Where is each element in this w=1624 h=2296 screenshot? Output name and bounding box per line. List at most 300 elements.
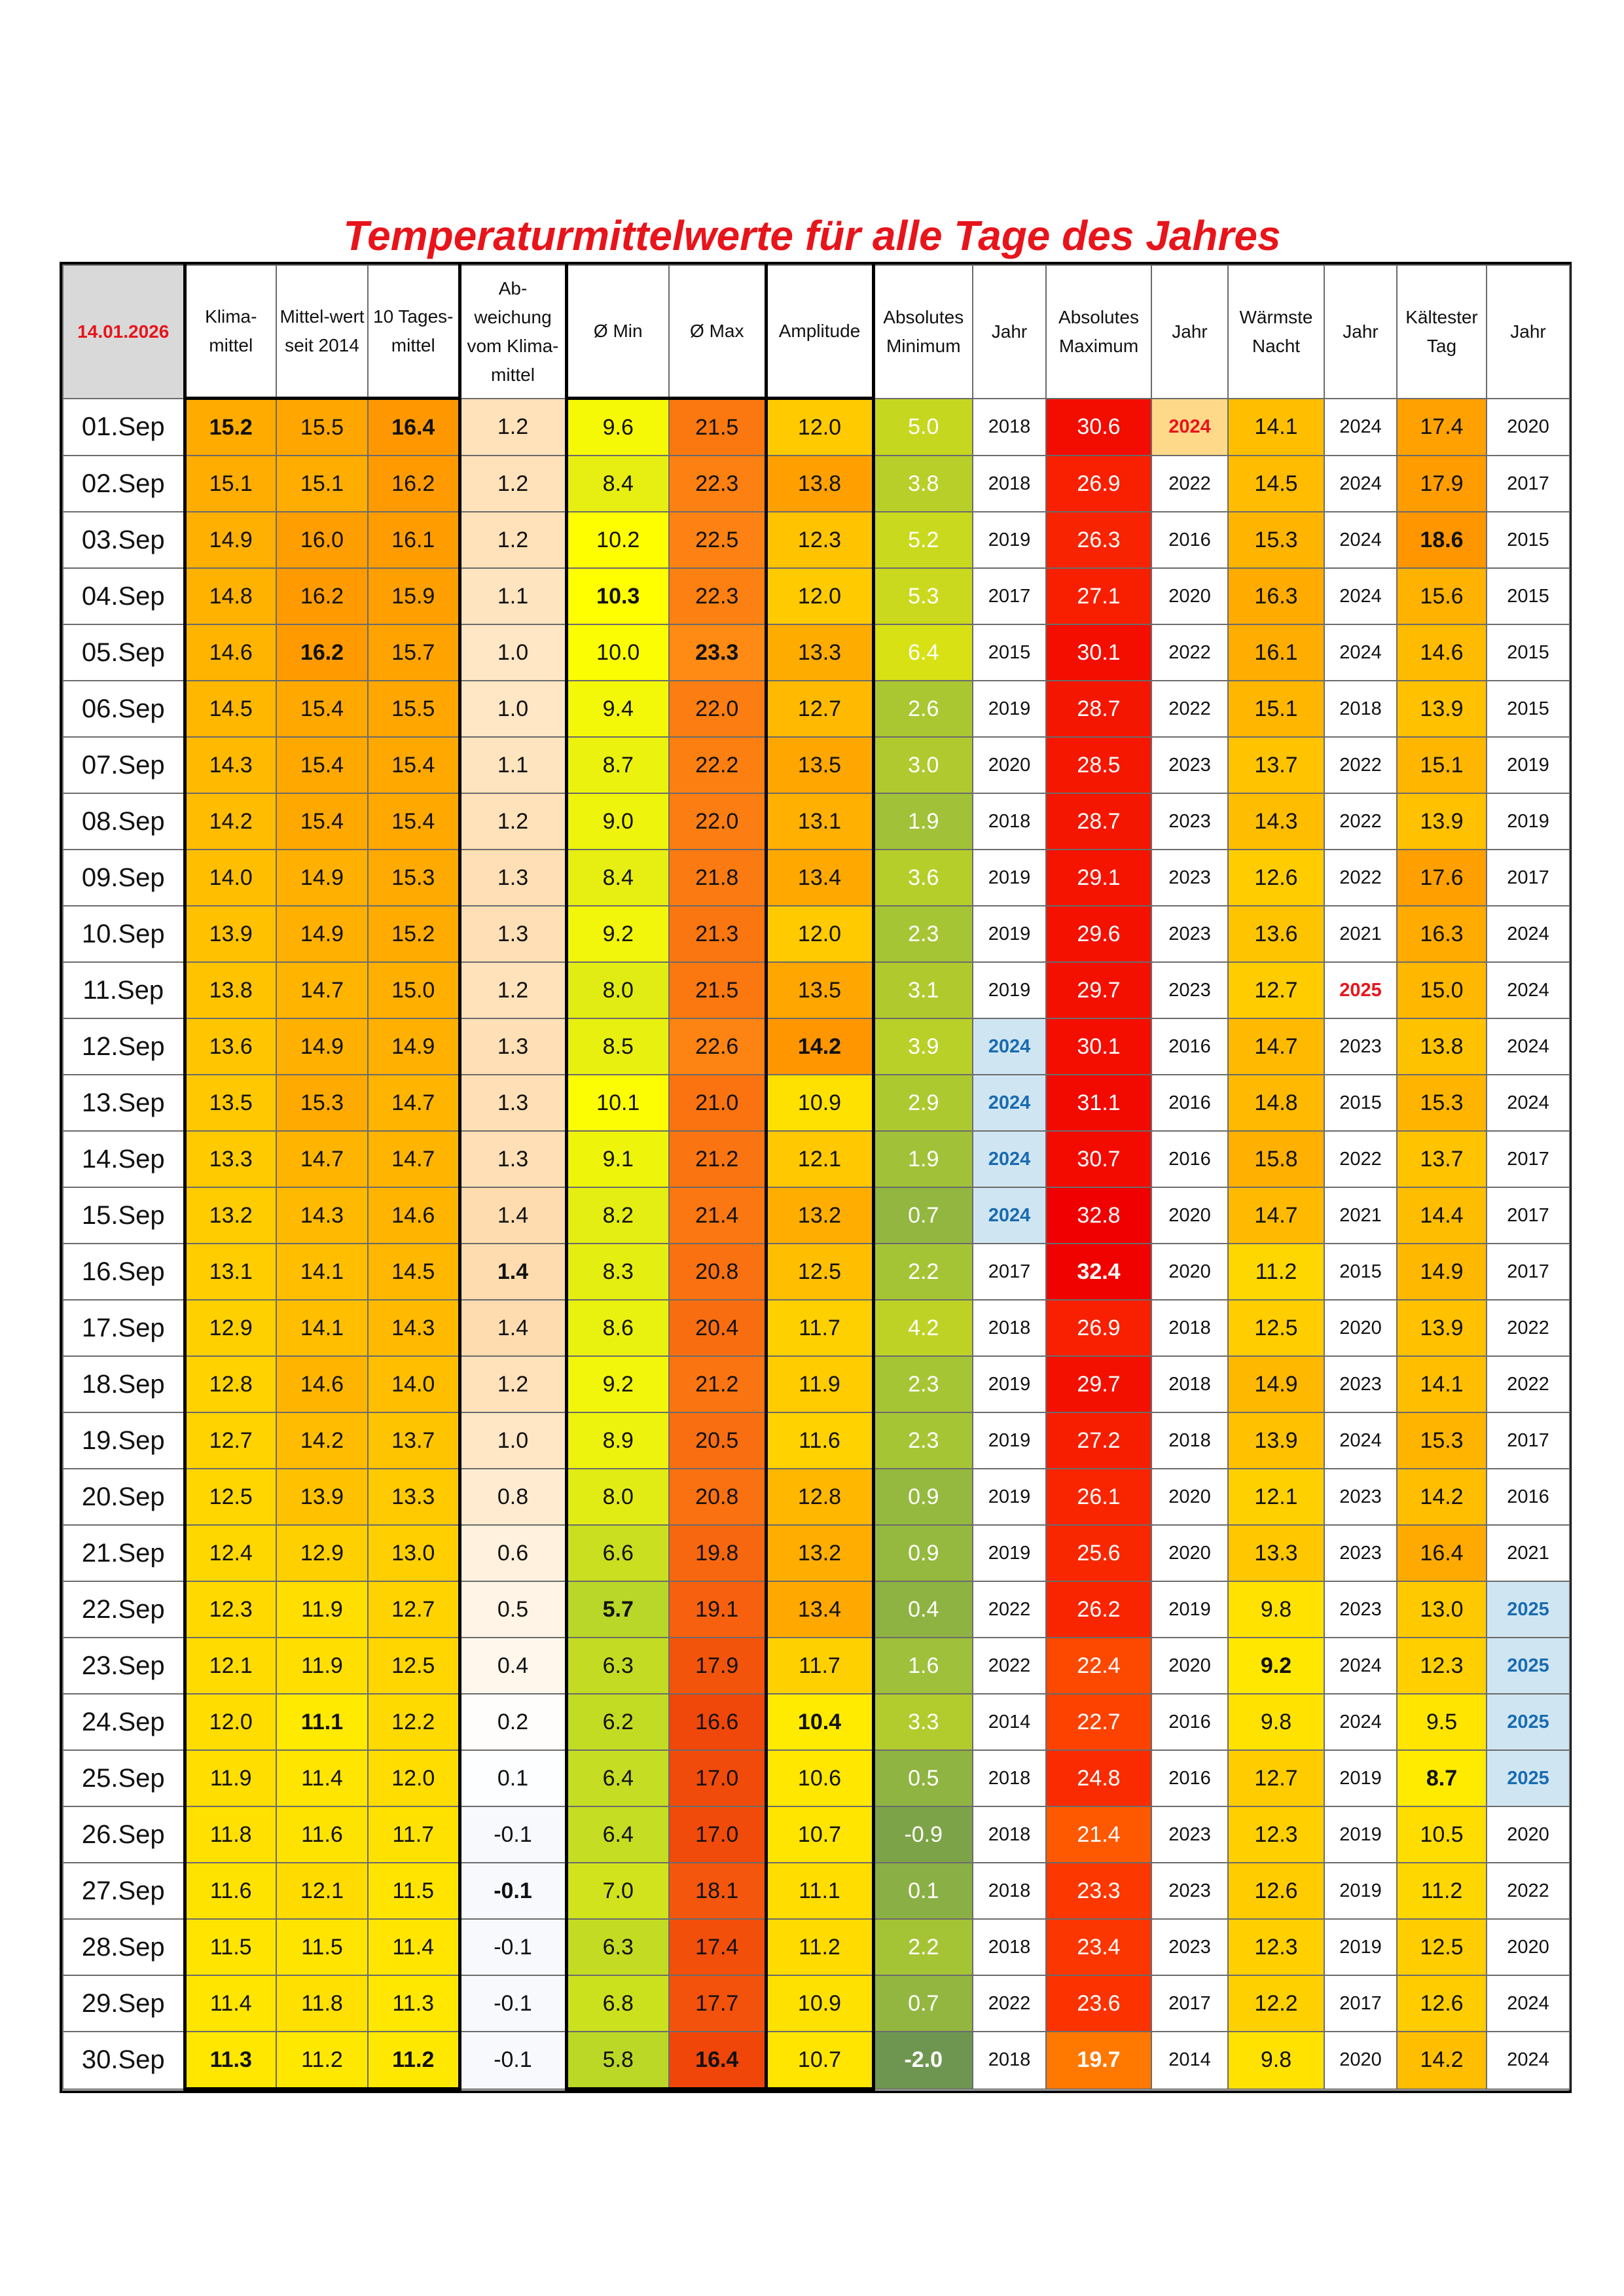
cell-max: 21.0 bbox=[669, 1075, 766, 1131]
cell-abs-maximum: 23.6 bbox=[1046, 1975, 1151, 2032]
cell-abweichung: 1.3 bbox=[460, 850, 566, 906]
cell-zehn-tagesmittel: 14.7 bbox=[368, 1075, 460, 1131]
cell-year-tag: 2024 bbox=[1487, 1075, 1570, 1131]
row-date: 13.Sep bbox=[63, 1075, 185, 1131]
cell-year-min: 2018 bbox=[973, 2032, 1046, 2089]
cell-year-tag: 2015 bbox=[1487, 624, 1570, 681]
cell-amplitude: 10.7 bbox=[766, 1806, 873, 1863]
cell-year-min: 2018 bbox=[973, 1863, 1046, 1919]
cell-abweichung: -0.1 bbox=[460, 1975, 566, 2032]
header-klimamittel: Klima-mittel bbox=[185, 265, 276, 399]
table-row bbox=[63, 1131, 1570, 1187]
cell-klimamittel: 12.9 bbox=[185, 1300, 276, 1356]
cell-year-nacht: 2020 bbox=[1324, 2032, 1397, 2089]
cell-abs-minimum: 0.4 bbox=[873, 1581, 973, 1638]
cell-abweichung: 0.2 bbox=[460, 1694, 566, 1750]
cell-mittelwert: 14.7 bbox=[276, 1131, 368, 1187]
cell-zehn-tagesmittel: 16.1 bbox=[368, 512, 460, 568]
cell-abs-minimum: 3.8 bbox=[873, 456, 973, 512]
row-date: 02.Sep bbox=[63, 456, 185, 512]
cell-mittelwert: 16.2 bbox=[276, 568, 368, 624]
cell-abs-minimum: -2.0 bbox=[873, 2032, 973, 2089]
cell-amplitude: 11.7 bbox=[766, 1638, 873, 1694]
cell-max: 22.3 bbox=[669, 456, 766, 512]
cell-year-max: 2023 bbox=[1151, 850, 1228, 906]
cell-max: 18.1 bbox=[669, 1863, 766, 1919]
cell-min: 5.8 bbox=[566, 2032, 669, 2089]
cell-abweichung: 1.4 bbox=[460, 1244, 566, 1300]
cell-amplitude: 11.6 bbox=[766, 1412, 873, 1469]
cell-min: 8.7 bbox=[566, 737, 669, 793]
cell-klimamittel: 14.9 bbox=[185, 512, 276, 568]
cell-amplitude: 12.5 bbox=[766, 1244, 873, 1300]
cell-year-max: 2016 bbox=[1151, 512, 1228, 568]
cell-amplitude: 12.1 bbox=[766, 1131, 873, 1187]
cell-mittelwert: 11.9 bbox=[276, 1581, 368, 1638]
cell-abs-minimum: 5.2 bbox=[873, 512, 973, 568]
row-date: 24.Sep bbox=[63, 1694, 185, 1750]
row-date: 05.Sep bbox=[63, 624, 185, 681]
cell-year-min: 2019 bbox=[973, 1356, 1046, 1412]
cell-year-nacht: 2023 bbox=[1324, 1018, 1397, 1075]
cell-abs-minimum: 2.3 bbox=[873, 906, 973, 962]
cell-waermste-nacht: 14.9 bbox=[1228, 1356, 1324, 1412]
cell-amplitude: 10.9 bbox=[766, 1075, 873, 1131]
table-row bbox=[63, 737, 1570, 793]
cell-year-max: 2016 bbox=[1151, 1750, 1228, 1806]
cell-abs-minimum: 2.9 bbox=[873, 1075, 973, 1131]
cell-mittelwert: 14.6 bbox=[276, 1356, 368, 1412]
cell-zehn-tagesmittel: 15.2 bbox=[368, 906, 460, 962]
cell-year-tag: 2024 bbox=[1487, 1975, 1570, 2032]
cell-zehn-tagesmittel: 14.9 bbox=[368, 1018, 460, 1075]
cell-zehn-tagesmittel: 14.6 bbox=[368, 1187, 460, 1244]
cell-zehn-tagesmittel: 15.3 bbox=[368, 850, 460, 906]
cell-abs-maximum: 26.3 bbox=[1046, 512, 1151, 568]
cell-mittelwert: 11.4 bbox=[276, 1750, 368, 1806]
cell-year-max: 2014 bbox=[1151, 2032, 1228, 2089]
cell-abs-minimum: 1.6 bbox=[873, 1638, 973, 1694]
cell-year-max: 2018 bbox=[1151, 1300, 1228, 1356]
cell-max: 22.0 bbox=[669, 681, 766, 737]
row-date: 20.Sep bbox=[63, 1469, 185, 1525]
cell-abs-maximum: 26.9 bbox=[1046, 1300, 1151, 1356]
cell-min: 8.0 bbox=[566, 1469, 669, 1525]
cell-year-tag: 2022 bbox=[1487, 1356, 1570, 1412]
cell-zehn-tagesmittel: 15.9 bbox=[368, 568, 460, 624]
cell-min: 6.3 bbox=[566, 1919, 669, 1975]
cell-abs-minimum: 2.2 bbox=[873, 1919, 973, 1975]
cell-kaeltester-tag: 15.3 bbox=[1397, 1412, 1487, 1469]
cell-year-max: 2023 bbox=[1151, 1863, 1228, 1919]
cell-year-max: 2024 bbox=[1151, 399, 1228, 456]
cell-year-tag: 2021 bbox=[1487, 1525, 1570, 1581]
cell-min: 6.6 bbox=[566, 1525, 669, 1581]
table-row bbox=[63, 1356, 1570, 1412]
cell-abs-minimum: 5.0 bbox=[873, 399, 973, 456]
cell-kaeltester-tag: 15.0 bbox=[1397, 962, 1487, 1018]
cell-abs-minimum: 0.7 bbox=[873, 1187, 973, 1244]
header-year-min: Jahr bbox=[973, 265, 1046, 399]
cell-klimamittel: 12.7 bbox=[185, 1412, 276, 1469]
table-row bbox=[63, 962, 1570, 1018]
cell-klimamittel: 13.5 bbox=[185, 1075, 276, 1131]
cell-year-nacht: 2023 bbox=[1324, 1581, 1397, 1638]
cell-waermste-nacht: 13.7 bbox=[1228, 737, 1324, 793]
cell-mittelwert: 14.1 bbox=[276, 1244, 368, 1300]
cell-max: 16.6 bbox=[669, 1694, 766, 1750]
cell-max: 17.9 bbox=[669, 1638, 766, 1694]
cell-abweichung: 1.2 bbox=[460, 456, 566, 512]
cell-zehn-tagesmittel: 11.4 bbox=[368, 1919, 460, 1975]
cell-abweichung: 1.0 bbox=[460, 1412, 566, 1469]
date-header: 14.01.2026 bbox=[63, 265, 185, 399]
cell-zehn-tagesmittel: 15.4 bbox=[368, 737, 460, 793]
cell-abweichung: 1.1 bbox=[460, 737, 566, 793]
cell-year-min: 2019 bbox=[973, 512, 1046, 568]
cell-year-nacht: 2024 bbox=[1324, 512, 1397, 568]
table-row bbox=[63, 568, 1570, 624]
cell-max: 22.6 bbox=[669, 1018, 766, 1075]
cell-year-tag: 2015 bbox=[1487, 512, 1570, 568]
cell-max: 17.0 bbox=[669, 1750, 766, 1806]
cell-klimamittel: 14.3 bbox=[185, 737, 276, 793]
row-date: 07.Sep bbox=[63, 737, 185, 793]
row-date: 14.Sep bbox=[63, 1131, 185, 1187]
table-row bbox=[63, 2032, 1570, 2089]
cell-min: 7.0 bbox=[566, 1863, 669, 1919]
cell-klimamittel: 12.0 bbox=[185, 1694, 276, 1750]
cell-year-tag: 2019 bbox=[1487, 737, 1570, 793]
cell-kaeltester-tag: 9.5 bbox=[1397, 1694, 1487, 1750]
cell-abs-maximum: 30.7 bbox=[1046, 1131, 1151, 1187]
cell-klimamittel: 11.5 bbox=[185, 1919, 276, 1975]
cell-year-nacht: 2015 bbox=[1324, 1075, 1397, 1131]
cell-year-max: 2022 bbox=[1151, 624, 1228, 681]
cell-klimamittel: 13.9 bbox=[185, 906, 276, 962]
row-date: 18.Sep bbox=[63, 1356, 185, 1412]
cell-abs-maximum: 26.9 bbox=[1046, 456, 1151, 512]
cell-year-min: 2019 bbox=[973, 962, 1046, 1018]
cell-max: 22.2 bbox=[669, 737, 766, 793]
cell-year-tag: 2017 bbox=[1487, 456, 1570, 512]
cell-amplitude: 11.7 bbox=[766, 1300, 873, 1356]
cell-zehn-tagesmittel: 15.4 bbox=[368, 793, 460, 850]
cell-kaeltester-tag: 12.6 bbox=[1397, 1975, 1487, 2032]
cell-amplitude: 11.1 bbox=[766, 1863, 873, 1919]
cell-year-nacht: 2019 bbox=[1324, 1863, 1397, 1919]
table-row bbox=[63, 793, 1570, 850]
cell-year-tag: 2024 bbox=[1487, 906, 1570, 962]
cell-min: 9.2 bbox=[566, 1356, 669, 1412]
header-mittelwert: Mittel-wert seit 2014 bbox=[276, 265, 368, 399]
cell-amplitude: 11.2 bbox=[766, 1919, 873, 1975]
cell-amplitude: 11.9 bbox=[766, 1356, 873, 1412]
cell-abweichung: -0.1 bbox=[460, 1863, 566, 1919]
cell-abweichung: 0.6 bbox=[460, 1525, 566, 1581]
cell-min: 9.1 bbox=[566, 1131, 669, 1187]
header-row bbox=[63, 265, 1570, 399]
cell-zehn-tagesmittel: 15.7 bbox=[368, 624, 460, 681]
cell-kaeltester-tag: 17.4 bbox=[1397, 399, 1487, 456]
cell-abs-minimum: 2.3 bbox=[873, 1356, 973, 1412]
cell-max: 20.8 bbox=[669, 1244, 766, 1300]
cell-year-tag: 2020 bbox=[1487, 1919, 1570, 1975]
row-date: 04.Sep bbox=[63, 568, 185, 624]
cell-zehn-tagesmittel: 11.3 bbox=[368, 1975, 460, 2032]
cell-abs-maximum: 30.1 bbox=[1046, 1018, 1151, 1075]
table-row bbox=[63, 1300, 1570, 1356]
cell-min: 9.2 bbox=[566, 906, 669, 962]
table-row bbox=[63, 1244, 1570, 1300]
page-title: Temperaturmittelwerte für alle Tage des Jahres bbox=[343, 212, 1281, 259]
cell-max: 17.7 bbox=[669, 1975, 766, 2032]
cell-abweichung: 1.2 bbox=[460, 793, 566, 850]
cell-abs-maximum: 26.1 bbox=[1046, 1469, 1151, 1525]
cell-waermste-nacht: 14.5 bbox=[1228, 456, 1324, 512]
cell-year-tag: 2025 bbox=[1487, 1694, 1570, 1750]
cell-zehn-tagesmittel: 12.2 bbox=[368, 1694, 460, 1750]
cell-year-nacht: 2015 bbox=[1324, 1244, 1397, 1300]
cell-min: 8.4 bbox=[566, 456, 669, 512]
table-row bbox=[63, 906, 1570, 962]
cell-min: 8.0 bbox=[566, 962, 669, 1018]
cell-kaeltester-tag: 13.8 bbox=[1397, 1018, 1487, 1075]
cell-zehn-tagesmittel: 13.3 bbox=[368, 1469, 460, 1525]
cell-kaeltester-tag: 15.6 bbox=[1397, 568, 1487, 624]
cell-abs-maximum: 24.8 bbox=[1046, 1750, 1151, 1806]
row-date: 16.Sep bbox=[63, 1244, 185, 1300]
row-date: 22.Sep bbox=[63, 1581, 185, 1638]
cell-abweichung: 0.5 bbox=[460, 1581, 566, 1638]
cell-min: 8.9 bbox=[566, 1412, 669, 1469]
row-date: 17.Sep bbox=[63, 1300, 185, 1356]
cell-year-min: 2018 bbox=[973, 399, 1046, 456]
cell-kaeltester-tag: 14.2 bbox=[1397, 2032, 1487, 2089]
cell-year-nacht: 2024 bbox=[1324, 1638, 1397, 1694]
cell-year-max: 2016 bbox=[1151, 1075, 1228, 1131]
cell-abs-maximum: 25.6 bbox=[1046, 1525, 1151, 1581]
cell-year-min: 2024 bbox=[973, 1131, 1046, 1187]
cell-mittelwert: 11.9 bbox=[276, 1638, 368, 1694]
header-kaeltester-tag: Kältester Tag bbox=[1397, 265, 1487, 399]
cell-year-nacht: 2025 bbox=[1324, 962, 1397, 1018]
cell-year-tag: 2020 bbox=[1487, 1806, 1570, 1863]
cell-year-tag: 2024 bbox=[1487, 1018, 1570, 1075]
cell-kaeltester-tag: 10.5 bbox=[1397, 1806, 1487, 1863]
cell-abs-maximum: 31.1 bbox=[1046, 1075, 1151, 1131]
cell-amplitude: 13.5 bbox=[766, 737, 873, 793]
cell-year-max: 2017 bbox=[1151, 1975, 1228, 2032]
cell-zehn-tagesmittel: 12.7 bbox=[368, 1581, 460, 1638]
cell-year-min: 2024 bbox=[973, 1187, 1046, 1244]
cell-abs-minimum: 3.6 bbox=[873, 850, 973, 906]
cell-kaeltester-tag: 14.2 bbox=[1397, 1469, 1487, 1525]
cell-abweichung: 0.1 bbox=[460, 1750, 566, 1806]
cell-mittelwert: 15.4 bbox=[276, 793, 368, 850]
cell-abs-minimum: 3.3 bbox=[873, 1694, 973, 1750]
cell-abweichung: 0.8 bbox=[460, 1469, 566, 1525]
row-date: 11.Sep bbox=[63, 962, 185, 1018]
cell-waermste-nacht: 14.1 bbox=[1228, 399, 1324, 456]
cell-klimamittel: 13.3 bbox=[185, 1131, 276, 1187]
cell-amplitude: 10.4 bbox=[766, 1694, 873, 1750]
cell-abs-maximum: 26.2 bbox=[1046, 1581, 1151, 1638]
table-row bbox=[63, 1525, 1570, 1581]
cell-year-nacht: 2022 bbox=[1324, 793, 1397, 850]
cell-mittelwert: 15.5 bbox=[276, 399, 368, 456]
cell-kaeltester-tag: 14.9 bbox=[1397, 1244, 1487, 1300]
cell-kaeltester-tag: 15.1 bbox=[1397, 737, 1487, 793]
cell-year-max: 2023 bbox=[1151, 737, 1228, 793]
cell-year-nacht: 2020 bbox=[1324, 1300, 1397, 1356]
cell-year-tag: 2022 bbox=[1487, 1863, 1570, 1919]
cell-klimamittel: 14.5 bbox=[185, 681, 276, 737]
header-year-max: Jahr bbox=[1151, 265, 1228, 399]
cell-kaeltester-tag: 8.7 bbox=[1397, 1750, 1487, 1806]
cell-zehn-tagesmittel: 14.3 bbox=[368, 1300, 460, 1356]
header-abs-maximum: Absolutes Maximum bbox=[1046, 265, 1151, 399]
cell-year-min: 2019 bbox=[973, 1412, 1046, 1469]
cell-year-min: 2018 bbox=[973, 1919, 1046, 1975]
cell-year-max: 2020 bbox=[1151, 568, 1228, 624]
cell-year-nacht: 2022 bbox=[1324, 1131, 1397, 1187]
cell-kaeltester-tag: 14.4 bbox=[1397, 1187, 1487, 1244]
cell-year-tag: 2017 bbox=[1487, 1244, 1570, 1300]
cell-year-nacht: 2024 bbox=[1324, 568, 1397, 624]
cell-abs-minimum: 0.1 bbox=[873, 1863, 973, 1919]
cell-mittelwert: 11.8 bbox=[276, 1975, 368, 2032]
cell-waermste-nacht: 14.7 bbox=[1228, 1187, 1324, 1244]
cell-mittelwert: 11.6 bbox=[276, 1806, 368, 1863]
cell-year-min: 2024 bbox=[973, 1075, 1046, 1131]
cell-kaeltester-tag: 13.7 bbox=[1397, 1131, 1487, 1187]
cell-amplitude: 13.1 bbox=[766, 793, 873, 850]
cell-zehn-tagesmittel: 12.0 bbox=[368, 1750, 460, 1806]
cell-klimamittel: 13.6 bbox=[185, 1018, 276, 1075]
cell-year-nacht: 2023 bbox=[1324, 1525, 1397, 1581]
table-row bbox=[63, 399, 1570, 456]
cell-max: 21.4 bbox=[669, 1187, 766, 1244]
cell-abweichung: 1.4 bbox=[460, 1187, 566, 1244]
cell-year-tag: 2017 bbox=[1487, 1187, 1570, 1244]
cell-klimamittel: 13.2 bbox=[185, 1187, 276, 1244]
cell-max: 22.0 bbox=[669, 793, 766, 850]
cell-min: 9.4 bbox=[566, 681, 669, 737]
cell-year-nacht: 2024 bbox=[1324, 399, 1397, 456]
table-row bbox=[63, 456, 1570, 512]
cell-year-max: 2020 bbox=[1151, 1525, 1228, 1581]
cell-waermste-nacht: 12.6 bbox=[1228, 1863, 1324, 1919]
cell-abs-minimum: 1.9 bbox=[873, 793, 973, 850]
cell-waermste-nacht: 15.3 bbox=[1228, 512, 1324, 568]
cell-max: 21.3 bbox=[669, 906, 766, 962]
cell-klimamittel: 13.8 bbox=[185, 962, 276, 1018]
cell-abweichung: -0.1 bbox=[460, 1806, 566, 1863]
row-date: 15.Sep bbox=[63, 1187, 185, 1244]
cell-kaeltester-tag: 15.3 bbox=[1397, 1075, 1487, 1131]
cell-abs-minimum: -0.9 bbox=[873, 1806, 973, 1863]
cell-year-nacht: 2023 bbox=[1324, 1356, 1397, 1412]
cell-waermste-nacht: 12.2 bbox=[1228, 1975, 1324, 2032]
cell-kaeltester-tag: 16.3 bbox=[1397, 906, 1487, 962]
cell-mittelwert: 14.9 bbox=[276, 850, 368, 906]
cell-year-tag: 2015 bbox=[1487, 681, 1570, 737]
cell-abs-maximum: 23.4 bbox=[1046, 1919, 1151, 1975]
cell-abweichung: 1.3 bbox=[460, 1075, 566, 1131]
cell-zehn-tagesmittel: 12.5 bbox=[368, 1638, 460, 1694]
cell-min: 9.6 bbox=[566, 399, 669, 456]
cell-year-min: 2018 bbox=[973, 1750, 1046, 1806]
cell-mittelwert: 14.7 bbox=[276, 962, 368, 1018]
cell-mittelwert: 15.4 bbox=[276, 737, 368, 793]
row-date: 29.Sep bbox=[63, 1975, 185, 2032]
cell-abs-maximum: 27.2 bbox=[1046, 1412, 1151, 1469]
cell-year-min: 2019 bbox=[973, 906, 1046, 962]
cell-max: 19.8 bbox=[669, 1525, 766, 1581]
cell-mittelwert: 12.1 bbox=[276, 1863, 368, 1919]
cell-min: 6.3 bbox=[566, 1638, 669, 1694]
cell-abweichung: 1.2 bbox=[460, 399, 566, 456]
cell-abs-maximum: 22.4 bbox=[1046, 1638, 1151, 1694]
row-date: 06.Sep bbox=[63, 681, 185, 737]
cell-min: 6.2 bbox=[566, 1694, 669, 1750]
cell-min: 8.5 bbox=[566, 1018, 669, 1075]
cell-amplitude: 13.8 bbox=[766, 456, 873, 512]
cell-zehn-tagesmittel: 14.0 bbox=[368, 1356, 460, 1412]
cell-min: 6.4 bbox=[566, 1806, 669, 1863]
cell-max: 16.4 bbox=[669, 2032, 766, 2089]
cell-year-tag: 2022 bbox=[1487, 1300, 1570, 1356]
header-min: Ø Min bbox=[566, 265, 669, 399]
cell-amplitude: 12.3 bbox=[766, 512, 873, 568]
cell-amplitude: 10.9 bbox=[766, 1975, 873, 2032]
cell-year-max: 2018 bbox=[1151, 1412, 1228, 1469]
cell-kaeltester-tag: 14.6 bbox=[1397, 624, 1487, 681]
cell-abweichung: 1.3 bbox=[460, 1018, 566, 1075]
cell-max: 20.4 bbox=[669, 1300, 766, 1356]
cell-waermste-nacht: 13.9 bbox=[1228, 1412, 1324, 1469]
cell-min: 8.2 bbox=[566, 1187, 669, 1244]
cell-min: 10.3 bbox=[566, 568, 669, 624]
cell-mittelwert: 11.5 bbox=[276, 1919, 368, 1975]
cell-zehn-tagesmittel: 16.4 bbox=[368, 399, 460, 456]
cell-amplitude: 13.4 bbox=[766, 850, 873, 906]
cell-abs-maximum: 28.7 bbox=[1046, 793, 1151, 850]
cell-abs-maximum: 21.4 bbox=[1046, 1806, 1151, 1863]
cell-year-nacht: 2021 bbox=[1324, 1187, 1397, 1244]
cell-kaeltester-tag: 16.4 bbox=[1397, 1525, 1487, 1581]
header-waermste-nacht: Wärmste Nacht bbox=[1228, 265, 1324, 399]
cell-year-max: 2020 bbox=[1151, 1244, 1228, 1300]
cell-abweichung: 1.1 bbox=[460, 568, 566, 624]
row-date: 28.Sep bbox=[63, 1919, 185, 1975]
cell-abs-minimum: 5.3 bbox=[873, 568, 973, 624]
cell-year-nacht: 2019 bbox=[1324, 1806, 1397, 1863]
cell-zehn-tagesmittel: 14.7 bbox=[368, 1131, 460, 1187]
cell-year-max: 2019 bbox=[1151, 1581, 1228, 1638]
cell-kaeltester-tag: 11.2 bbox=[1397, 1863, 1487, 1919]
row-date: 09.Sep bbox=[63, 850, 185, 906]
cell-abweichung: 1.2 bbox=[460, 1356, 566, 1412]
cell-mittelwert: 16.0 bbox=[276, 512, 368, 568]
cell-year-max: 2022 bbox=[1151, 456, 1228, 512]
cell-year-max: 2016 bbox=[1151, 1694, 1228, 1750]
cell-max: 23.3 bbox=[669, 624, 766, 681]
table-row bbox=[63, 1581, 1570, 1638]
cell-year-max: 2018 bbox=[1151, 1356, 1228, 1412]
cell-abs-maximum: 30.6 bbox=[1046, 399, 1151, 456]
